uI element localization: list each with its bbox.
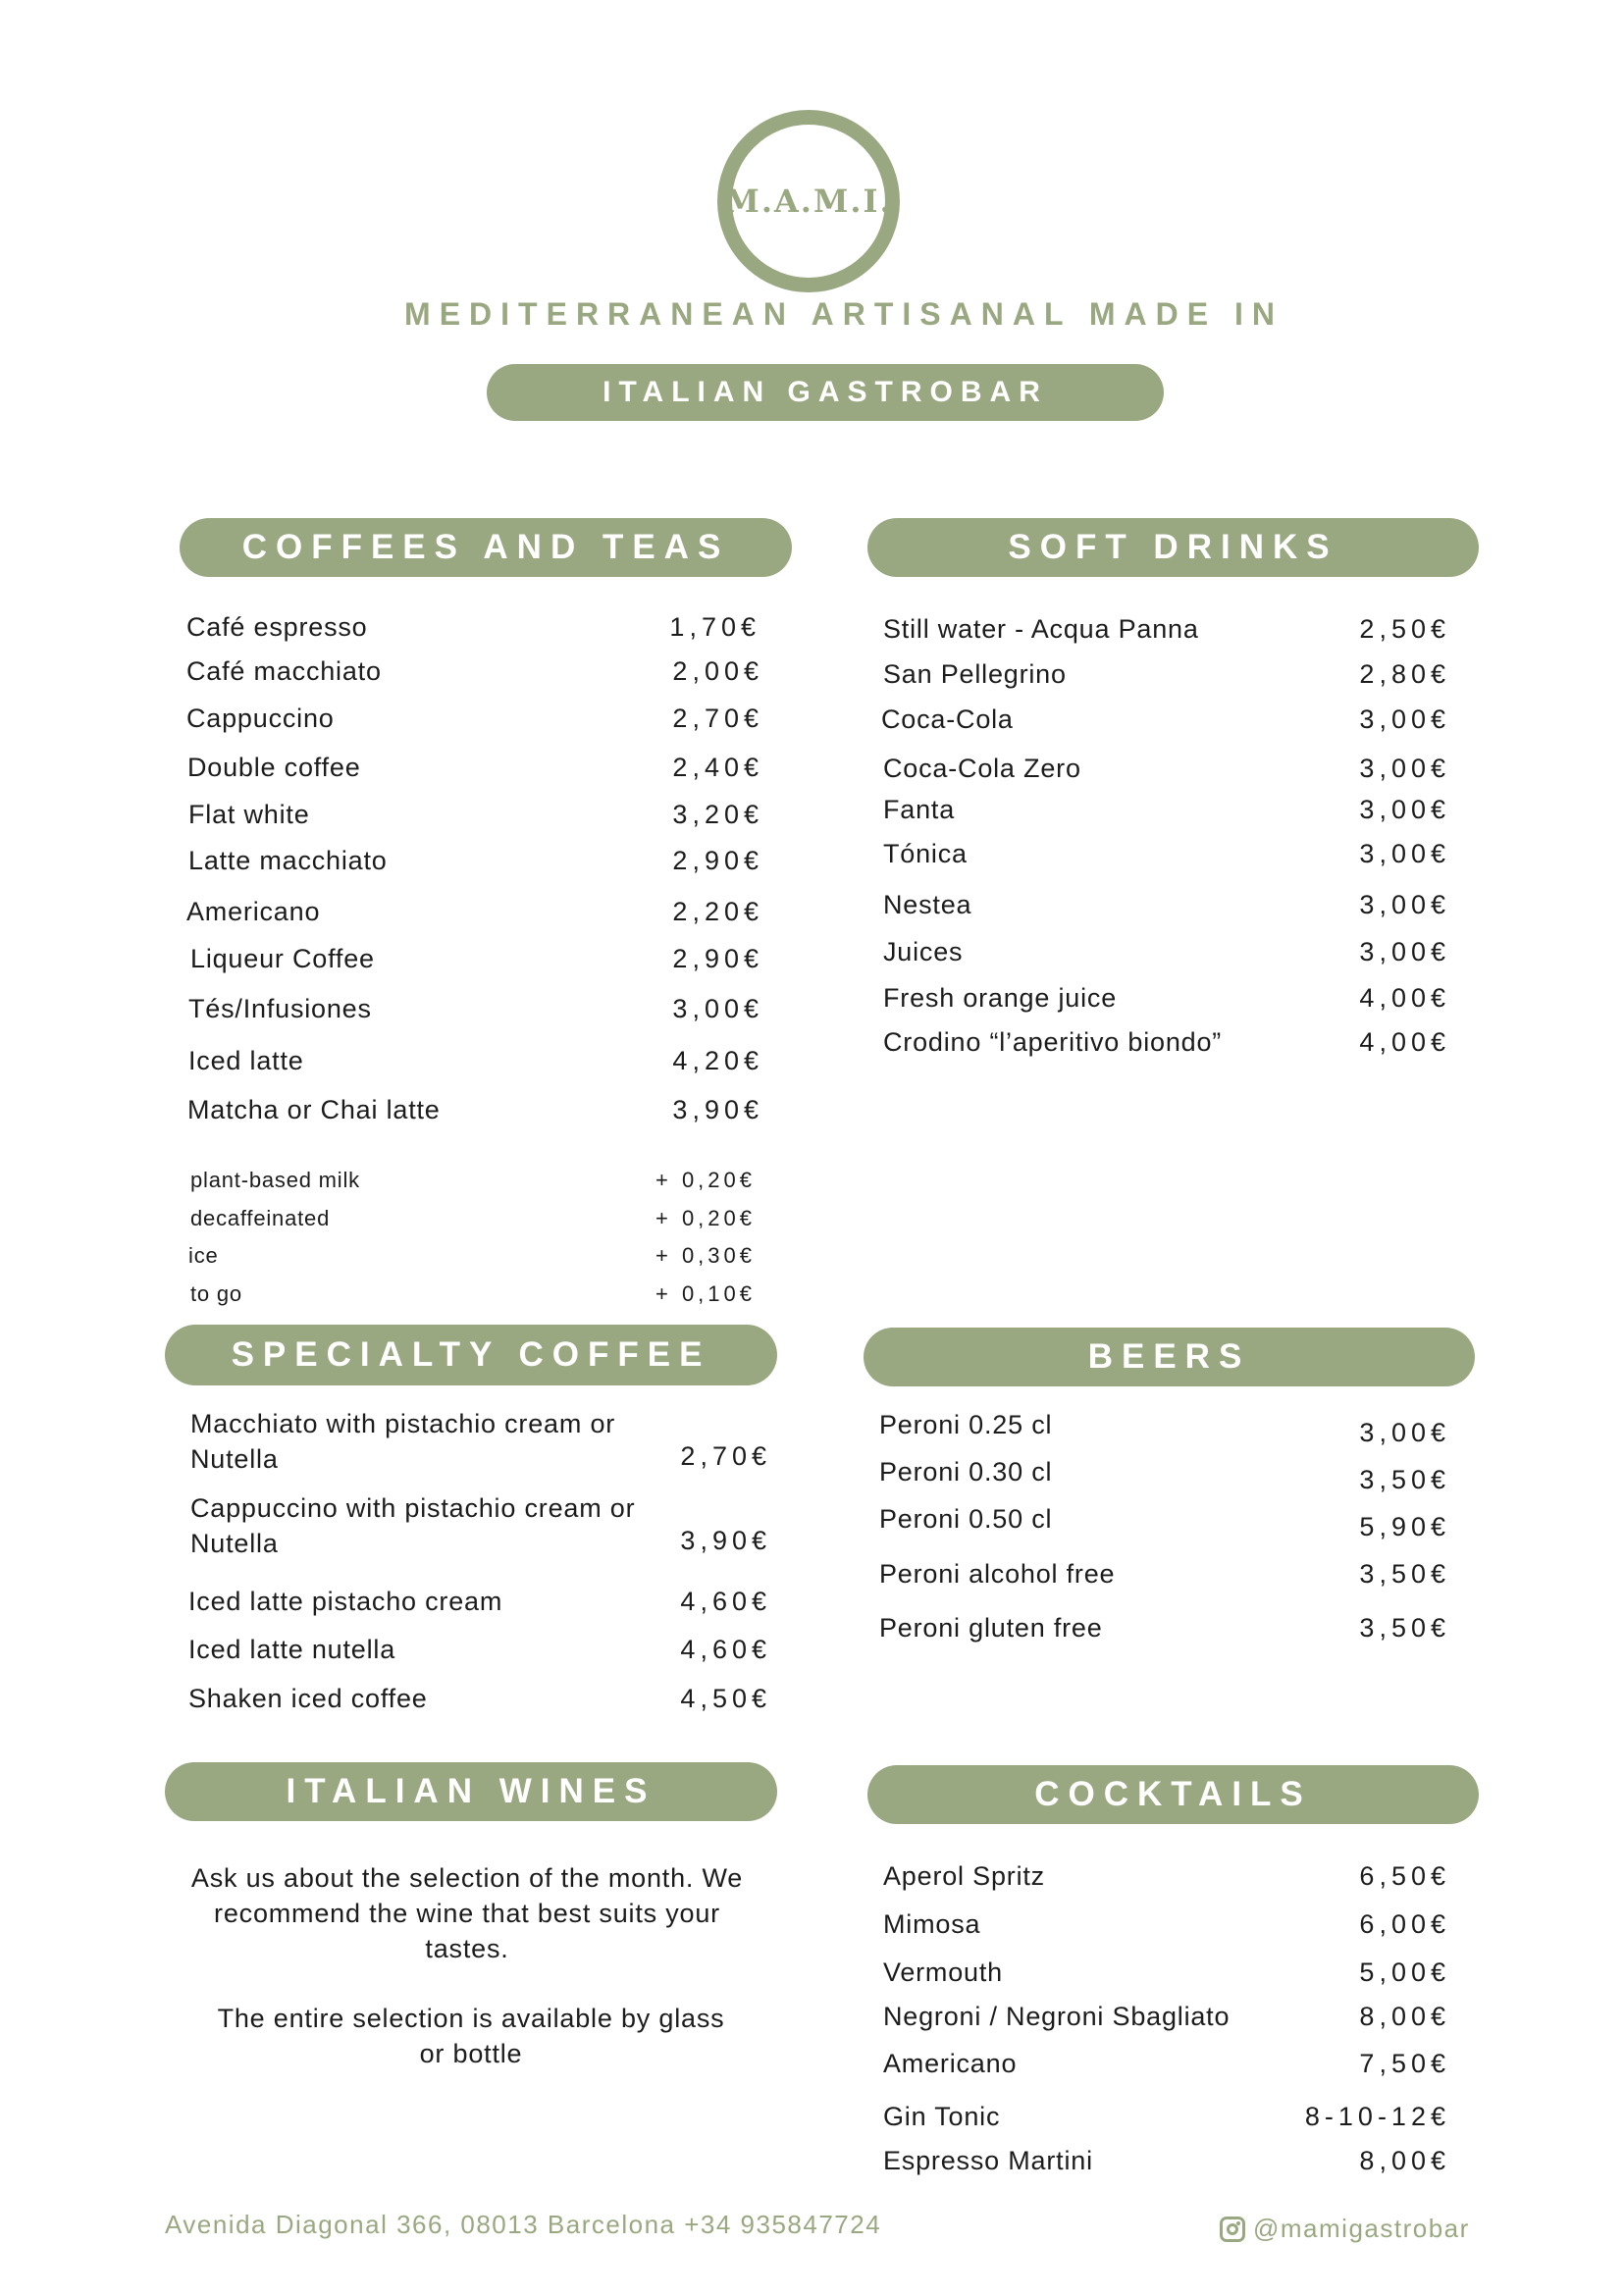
menu-item: Peroni 0.30 cl 3,50€: [879, 1457, 1450, 1494]
instagram-handle: @mamigastrobar: [1253, 2214, 1470, 2243]
footer-address: Avenida Diagonal 366, 08013 Barcelona +34 935847724: [165, 2210, 882, 2239]
section-header-soft-drinks: SOFT DRINKS: [867, 518, 1479, 577]
section-header-wines: ITALIAN WINES: [165, 1762, 777, 1821]
instagram-icon: [1220, 2217, 1245, 2242]
section-header-cocktails: COCKTAILS: [867, 1765, 1479, 1824]
logo-text: M.A.M.I.: [724, 183, 893, 220]
menu-item: Cappuccino with pistachio cream or Nutella 3,90€: [190, 1493, 771, 1558]
logo: [717, 110, 900, 292]
wines-availability-note: The entire selection is available by glass or bottle: [217, 2004, 725, 2068]
menu-item: Peroni 0.50 cl 5,90€: [879, 1504, 1450, 1541]
menu-item: Macchiato with pistachio cream or Nutella 2,70€: [190, 1409, 771, 1474]
section-header-specialty: SPECIALTY COFFEE: [165, 1325, 777, 1385]
section-header-coffees: COFFEES AND TEAS: [180, 518, 792, 577]
tagline: MEDITERRANEAN ARTISANAL MADE IN: [404, 296, 1283, 332]
subtitle-banner: ITALIAN GASTROBAR: [487, 364, 1164, 421]
footer-social: [1220, 2214, 1470, 2244]
menu-item: Peroni 0.25 cl 3,00€: [879, 1410, 1450, 1447]
section-header-beers: BEERS: [864, 1328, 1475, 1386]
wines-note: Ask us about the selection of the month. We recommend the wine that best suits your tastes.: [190, 1863, 744, 1963]
